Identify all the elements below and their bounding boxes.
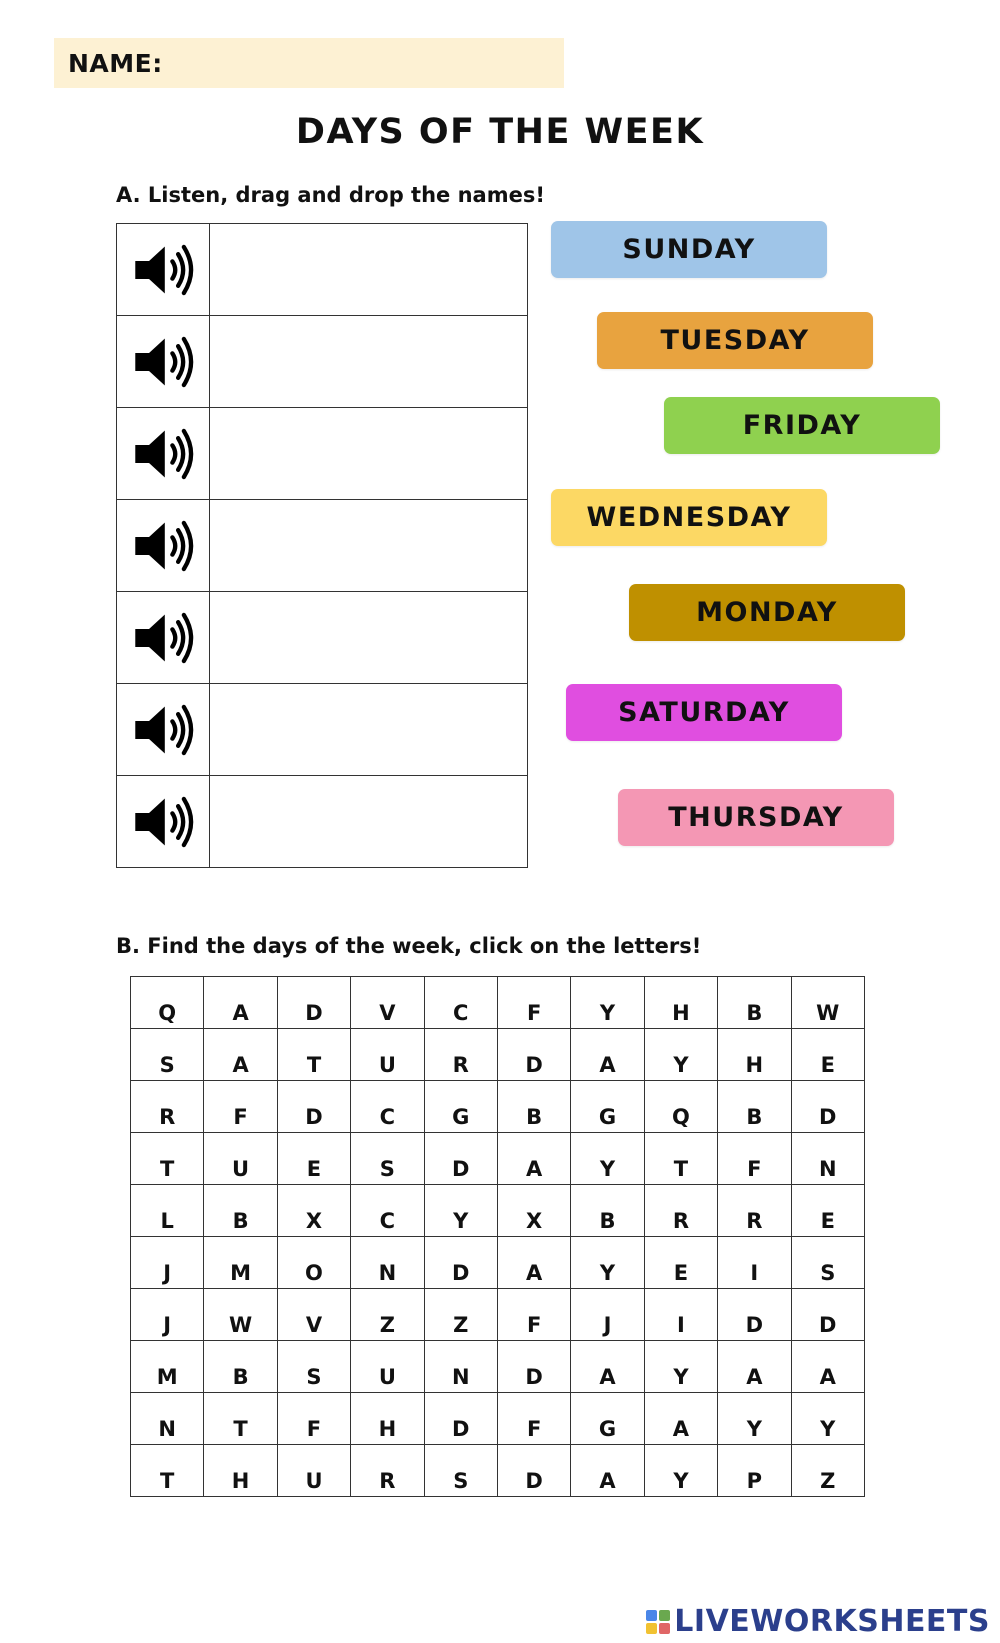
letter-cell[interactable]: I [718,1237,791,1289]
letter-cell[interactable]: U [351,1341,424,1393]
letter-cell[interactable]: E [644,1237,717,1289]
drag-tag-saturday[interactable]: SATURDAY [566,684,842,741]
letter-cell[interactable]: D [497,1341,570,1393]
audio-row [117,684,528,776]
letter-cell[interactable]: Y [791,1393,864,1445]
play-audio-button[interactable] [117,684,210,776]
letter-cell[interactable]: I [644,1289,717,1341]
letter-cell[interactable]: A [571,1029,644,1081]
drop-zone[interactable] [210,224,528,316]
letter-cell[interactable]: X [277,1185,350,1237]
section-b-instruction: B. Find the days of the week, click on the letters! [116,934,702,958]
audio-row [117,316,528,408]
letter-cell[interactable]: U [277,1445,350,1497]
letter-cell[interactable]: F [497,1289,570,1341]
letter-cell[interactable]: H [204,1445,277,1497]
play-audio-button[interactable] [117,592,210,684]
play-audio-button[interactable] [117,776,210,868]
letter-cell[interactable]: J [131,1237,204,1289]
speaker-icon [117,234,209,306]
name-label: NAME: [68,48,163,78]
speaker-icon [117,694,209,766]
letter-cell[interactable]: B [204,1185,277,1237]
speaker-icon [117,786,209,858]
letter-cell[interactable]: F [497,977,570,1029]
audio-row [117,408,528,500]
drag-tag-monday[interactable]: MONDAY [629,584,905,641]
letter-cell[interactable]: V [277,1289,350,1341]
letter-cell[interactable]: S [131,1029,204,1081]
grid-row [131,977,865,1029]
grid-row [131,1289,865,1341]
grid-row [131,1081,865,1133]
letter-cell[interactable]: U [351,1029,424,1081]
letter-cell[interactable]: J [571,1289,644,1341]
letter-cell[interactable]: F [718,1133,791,1185]
drop-zone[interactable] [210,500,528,592]
letter-cell[interactable]: G [571,1081,644,1133]
speaker-icon [117,418,209,490]
letter-cell[interactable]: B [718,977,791,1029]
letter-cell[interactable]: S [424,1445,497,1497]
play-audio-button[interactable] [117,224,210,316]
letter-cell[interactable]: D [497,1445,570,1497]
drag-tag-wednesday[interactable]: WEDNESDAY [551,489,827,546]
speaker-icon [117,326,209,398]
letter-cell[interactable]: M [131,1341,204,1393]
letter-cell[interactable]: H [644,977,717,1029]
play-audio-button[interactable] [117,408,210,500]
drag-tag-friday[interactable]: FRIDAY [664,397,940,454]
letter-cell[interactable]: T [131,1133,204,1185]
grid-row [131,1029,865,1081]
letter-cell[interactable]: Z [791,1445,864,1497]
speaker-icon [117,602,209,674]
letter-cell[interactable]: D [497,1029,570,1081]
audio-row [117,224,528,316]
letter-cell[interactable]: Y [571,1237,644,1289]
letter-cell[interactable]: O [277,1237,350,1289]
letter-cell[interactable]: G [571,1393,644,1445]
letter-cell[interactable]: R [644,1185,717,1237]
grid-row [131,1393,865,1445]
letter-cell[interactable]: T [644,1133,717,1185]
letter-cell[interactable]: A [571,1341,644,1393]
audio-row [117,776,528,868]
audio-row [117,500,528,592]
letter-cell[interactable]: A [791,1341,864,1393]
drag-tag-thursday[interactable]: THURSDAY [618,789,894,846]
drop-zone[interactable] [210,776,528,868]
letter-cell[interactable]: A [204,977,277,1029]
drag-tag-tuesday[interactable]: TUESDAY [597,312,873,369]
letter-cell[interactable]: E [277,1133,350,1185]
letter-cell[interactable]: A [644,1393,717,1445]
letter-cell[interactable]: L [131,1185,204,1237]
letter-cell[interactable]: Q [644,1081,717,1133]
letter-cell[interactable]: V [351,977,424,1029]
liveworksheets-logo-icon [645,1609,671,1635]
letter-cell[interactable]: E [791,1029,864,1081]
letter-cell[interactable]: D [424,1237,497,1289]
letter-cell[interactable]: D [424,1133,497,1185]
letter-cell[interactable]: X [497,1185,570,1237]
letter-cell[interactable]: R [351,1445,424,1497]
letter-cell[interactable]: R [718,1185,791,1237]
letter-cell[interactable]: B [204,1341,277,1393]
grid-row [131,1237,865,1289]
letter-cell[interactable]: B [497,1081,570,1133]
letter-cell[interactable]: D [277,977,350,1029]
word-search-grid [130,976,865,1497]
page-title: DAYS OF THE WEEK [295,112,705,152]
letter-cell[interactable]: J [131,1289,204,1341]
letter-cell[interactable]: D [277,1081,350,1133]
letter-cell[interactable]: Y [424,1185,497,1237]
letter-cell[interactable]: T [277,1029,350,1081]
letter-cell[interactable]: P [718,1445,791,1497]
speaker-icon [117,510,209,582]
letter-cell[interactable]: D [791,1081,864,1133]
grid-row [131,1445,865,1497]
letter-cell[interactable]: D [791,1289,864,1341]
letter-cell[interactable]: Y [571,1133,644,1185]
letter-cell[interactable]: G [424,1081,497,1133]
letter-cell[interactable]: R [131,1081,204,1133]
letter-cell[interactable]: B [571,1185,644,1237]
letter-cell[interactable]: C [351,1185,424,1237]
letter-cell[interactable]: A [204,1029,277,1081]
letter-cell[interactable]: Z [424,1289,497,1341]
letter-cell[interactable]: Z [351,1289,424,1341]
brand-logo [645,1604,990,1639]
drop-zone[interactable] [210,592,528,684]
play-audio-button[interactable] [117,500,210,592]
letter-cell[interactable]: N [351,1237,424,1289]
letter-cell[interactable]: Y [644,1029,717,1081]
letter-cell[interactable]: D [718,1289,791,1341]
letter-cell[interactable]: E [791,1185,864,1237]
letter-cell[interactable]: N [424,1341,497,1393]
drop-zone[interactable] [210,316,528,408]
letter-cell[interactable]: U [204,1133,277,1185]
letter-cell[interactable]: T [131,1445,204,1497]
drop-zone[interactable] [210,684,528,776]
grid-row [131,1341,865,1393]
letter-cell[interactable]: M [204,1237,277,1289]
audio-row [117,592,528,684]
letter-cell[interactable]: D [424,1393,497,1445]
name-field[interactable] [54,38,564,88]
letter-cell[interactable]: H [718,1029,791,1081]
letter-cell[interactable]: S [277,1341,350,1393]
letter-cell[interactable]: Y [718,1393,791,1445]
letter-cell[interactable]: F [204,1081,277,1133]
letter-cell[interactable]: R [424,1029,497,1081]
play-audio-button[interactable] [117,316,210,408]
letter-cell[interactable]: A [497,1237,570,1289]
letter-cell[interactable]: F [277,1393,350,1445]
letter-cell[interactable]: C [424,977,497,1029]
letter-cell[interactable]: Y [571,977,644,1029]
letter-cell[interactable]: N [131,1393,204,1445]
grid-row [131,1133,865,1185]
letter-cell[interactable]: Y [644,1445,717,1497]
letter-cell[interactable]: A [571,1445,644,1497]
letter-cell[interactable]: S [791,1237,864,1289]
letter-cell[interactable]: T [204,1393,277,1445]
letter-cell[interactable]: B [718,1081,791,1133]
drop-zone[interactable] [210,408,528,500]
grid-row [131,1185,865,1237]
letter-cell[interactable]: Y [644,1341,717,1393]
letter-cell[interactable]: W [204,1289,277,1341]
letter-cell[interactable]: S [351,1133,424,1185]
letter-cell[interactable]: Q [131,977,204,1029]
letter-cell[interactable]: W [791,977,864,1029]
letter-cell[interactable]: F [497,1393,570,1445]
letter-cell[interactable]: C [351,1081,424,1133]
letter-cell[interactable]: A [497,1133,570,1185]
brand-name: LIVEWORKSHEETS [674,1604,990,1639]
section-a-instruction: A. Listen, drag and drop the names! [116,183,545,207]
letter-cell[interactable]: A [718,1341,791,1393]
letter-cell[interactable]: N [791,1133,864,1185]
audio-drop-table [116,223,528,868]
drag-tag-sunday[interactable]: SUNDAY [551,221,827,278]
letter-cell[interactable]: H [351,1393,424,1445]
